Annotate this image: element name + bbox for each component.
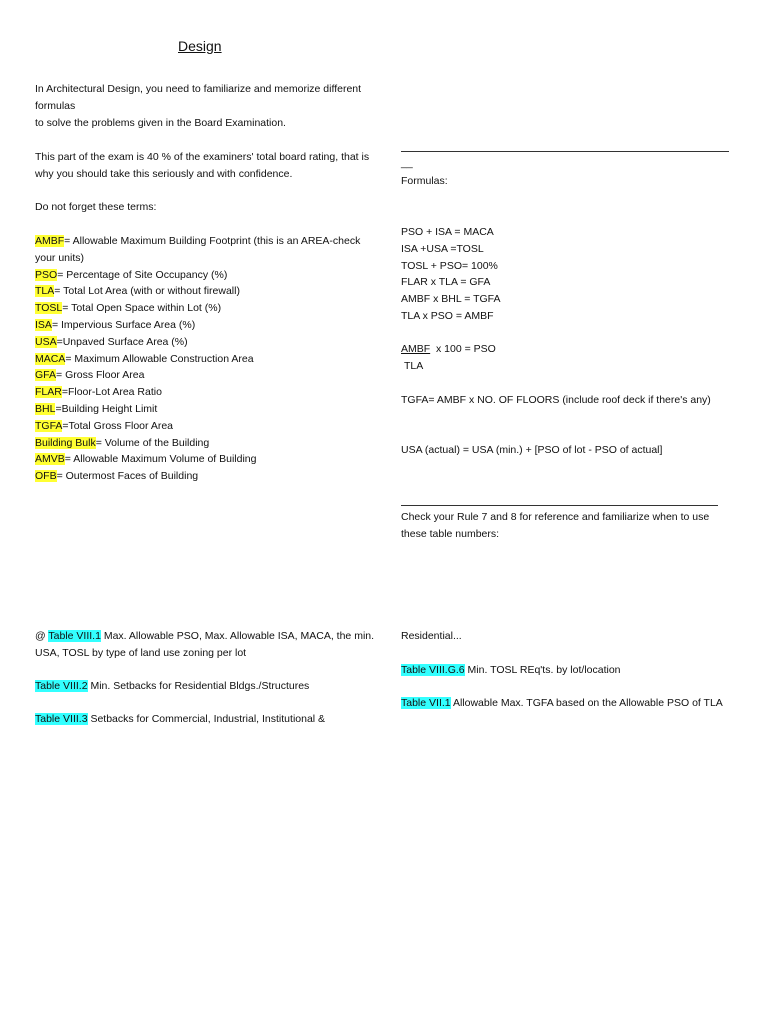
term-item-building-bulk — [35, 435, 360, 452]
term-abbr: ISA — [35, 318, 52, 331]
page-title: Design — [178, 38, 222, 54]
table-ref-description: Allowable Max. TGFA based on the Allowable PSO of TLA — [450, 697, 723, 709]
divider-line — [401, 151, 729, 152]
at-symbol: @ — [35, 630, 49, 642]
term-abbr: Building Bulk — [35, 436, 96, 449]
table-ref-description: Setbacks for Commercial, Industrial, Institutional & — [87, 713, 326, 725]
term-abbr: AMVB — [35, 453, 65, 466]
formula-item: TOSL + PSO= 100% — [401, 259, 498, 272]
table-ref-label: Table VIII.1 — [48, 630, 101, 642]
term-abbr: TGFA — [35, 419, 63, 432]
term-definition: =Total Gross Floor Area — [62, 419, 174, 432]
terms-heading: Do not forget these terms: — [35, 201, 157, 213]
fraction-rhs: x 100 = PSO — [430, 343, 496, 355]
table-ref-label: Table VIII.3 — [35, 713, 88, 725]
table-ref-viii-2 — [35, 678, 309, 695]
term-abbr: MACA — [35, 352, 66, 365]
term-definition: = Total Lot Area (with or without firewall) — [54, 285, 240, 298]
term-abbr: TOSL — [35, 302, 63, 315]
term-item-isa — [35, 317, 360, 334]
table-ref-label: Table VIII.2 — [35, 680, 88, 692]
term-item-ofb — [35, 468, 360, 485]
tgfa-formula: TGFA= AMBF x NO. OF FLOORS (include roof deck if there's any) — [401, 394, 711, 406]
exam-note-line: why you should take this seriously and with confidence. — [35, 167, 293, 180]
divider-line — [401, 505, 718, 506]
table-ref-description: Max. Allowable PSO, Max. Allowable ISA, MACA, the min. — [100, 630, 375, 642]
table-ref-viii-3 — [35, 711, 325, 728]
term-abbr: OFB — [35, 470, 57, 483]
check-note-line: these table numbers: — [401, 527, 500, 540]
table-ref-viii-g-6 — [401, 662, 621, 679]
table-ref-label: Table VII.1 — [401, 697, 451, 709]
residential-note: Residential... — [401, 630, 462, 642]
fraction-numerator: AMBF — [401, 343, 431, 355]
term-item-tosl — [35, 300, 360, 317]
check-note-line: Check your Rule 7 and 8 for reference and familiarize when to use — [401, 511, 710, 523]
term-definition: =Building Height Limit — [55, 402, 158, 415]
term-item-tgfa — [35, 418, 360, 435]
check-note — [401, 509, 709, 543]
intro-line: formulas — [35, 99, 76, 112]
term-definition: =Floor-Lot Area Ratio — [61, 386, 162, 399]
table-ref-description: Min. Setbacks for Residential Bldgs./Structures — [87, 680, 310, 692]
term-item-flar — [35, 384, 360, 401]
term-item-pso — [35, 267, 360, 284]
term-item-ambf-cont: your units) — [35, 251, 85, 264]
term-definition: = Allowable Maximum Volume of Building — [64, 453, 257, 466]
formula-item: FLAR x TLA = GFA — [401, 276, 491, 289]
term-definition: = Percentage of Site Occupancy (%) — [57, 268, 228, 281]
fraction-denominator: TLA — [404, 359, 424, 372]
term-abbr: BHL — [35, 402, 56, 415]
formulas-heading: Formulas: — [401, 175, 448, 187]
divider-tail: __ — [401, 157, 413, 169]
formula-item: TLA x PSO = AMBF — [401, 309, 494, 322]
term-abbr: PSO — [35, 268, 58, 281]
term-item-tla — [35, 283, 360, 300]
fraction-formula — [401, 341, 496, 375]
term-abbr: TLA — [35, 285, 55, 298]
table-ref-description-cont: USA, TOSL by type of land use zoning per lot — [35, 646, 247, 659]
term-definition: =Unpaved Surface Area (%) — [56, 335, 188, 348]
intro-paragraph — [35, 81, 361, 131]
term-item-ambf — [35, 233, 360, 250]
term-definition: = Maximum Allowable Construction Area — [65, 352, 254, 365]
exam-note-line: This part of the exam is 40 % of the examiners' total board rating, that is — [35, 151, 370, 163]
term-definition: = Gross Floor Area — [56, 369, 145, 382]
term-item-bhl — [35, 401, 360, 418]
formulas-list — [401, 224, 500, 325]
term-abbr: USA — [35, 335, 57, 348]
exam-note-paragraph — [35, 149, 369, 183]
table-ref-viii-1 — [35, 628, 374, 662]
term-definition: = Outermost Faces of Building — [56, 470, 199, 483]
term-item-usa — [35, 334, 360, 351]
usa-actual-formula: USA (actual) = USA (min.) + [PSO of lot - PSO of actual] — [401, 444, 663, 456]
term-definition: = Impervious Surface Area (%) — [51, 318, 196, 331]
table-ref-description: Min. TOSL REq'ts. by lot/location — [464, 664, 621, 676]
formula-item: AMBF x BHL = TGFA — [401, 293, 501, 306]
table-ref-label: Table VIII.G.6 — [401, 664, 465, 676]
term-abbr: FLAR — [35, 386, 62, 399]
terms-list — [35, 233, 360, 485]
intro-line: In Architectural Design, you need to familiarize and memorize different — [35, 83, 362, 95]
intro-line: to solve the problems given in the Board Examination. — [35, 116, 286, 129]
term-definition: = Volume of the Building — [95, 436, 210, 449]
term-definition: = Allowable Maximum Building Footprint (this is an AREA-check — [64, 235, 361, 247]
term-item-gfa — [35, 367, 360, 384]
table-ref-vii-1 — [401, 695, 723, 712]
formula-item: PSO + ISA = MACA — [401, 226, 494, 238]
formula-item: ISA +USA =TOSL — [401, 242, 484, 255]
term-item-maca — [35, 351, 360, 368]
term-item-amvb — [35, 451, 360, 468]
term-definition: = Total Open Space within Lot (%) — [62, 302, 222, 315]
term-abbr: GFA — [35, 369, 57, 382]
term-abbr: AMBF — [35, 235, 65, 247]
